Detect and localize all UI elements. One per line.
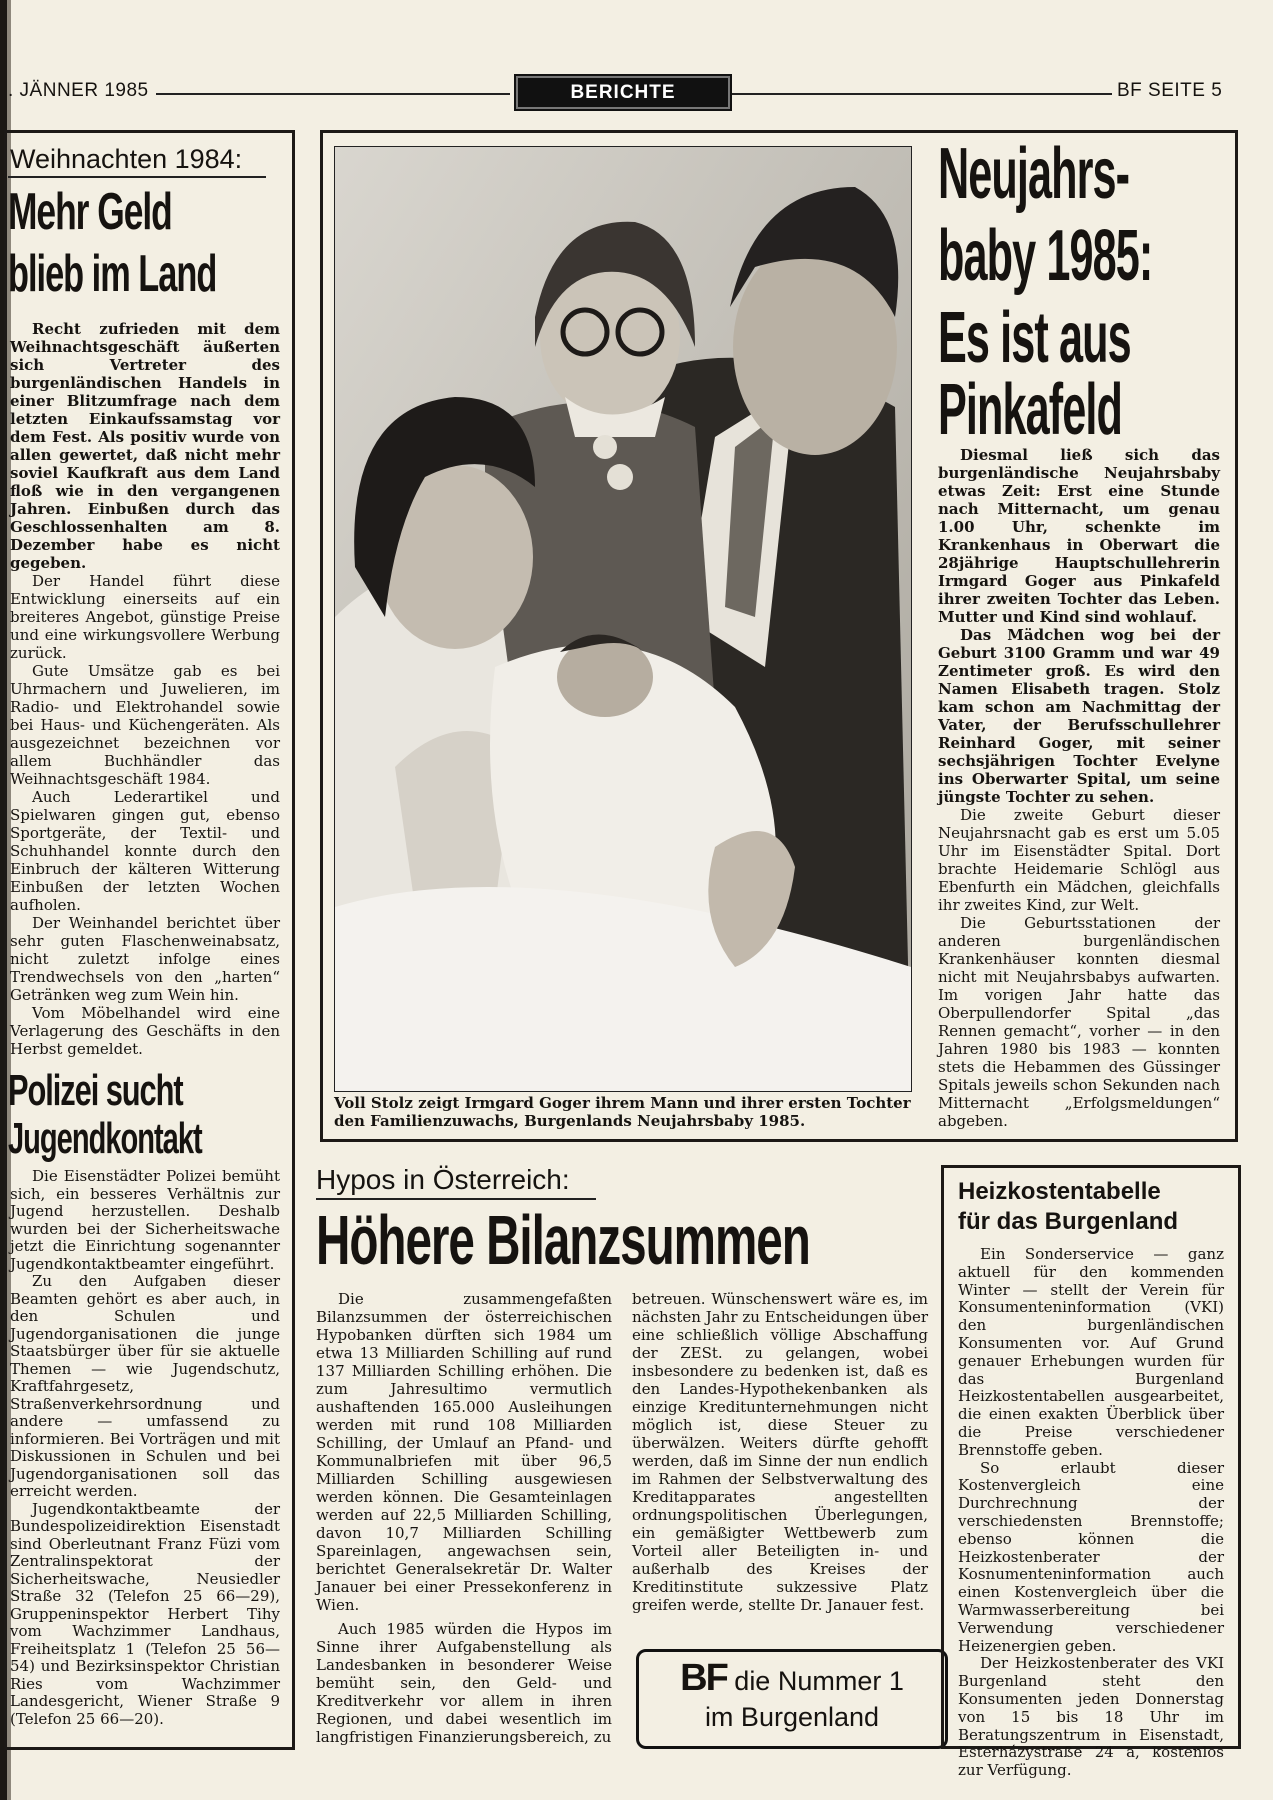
heizkosten-headline-1: Heizkostentabelle bbox=[958, 1178, 1161, 1205]
neujahrsbaby-headline-4: Pinkafeld bbox=[938, 370, 1122, 450]
family-photo bbox=[334, 146, 912, 1092]
weihnachten-paragraph: Gute Umsätze gab es bei Uhrmachern und Juwelieren, im Radio- und Elektrohandel sowie bei Haus- und Küchengeräten. Als ausgezeichnet bezeichnen vor allem Buchhändler das Weihnachtsgeschäft 1984. bbox=[10, 662, 280, 788]
hypo-paragraph: betreuen. Wünschenswert wäre es, im nächsten Jahr zu Entscheidungen über eine schließlich völlige Abschaffung der ZESt. zu gelangen, wobei insbesondere zu bedenken ist, daß es den Landes-Hypothekenbanken als einzige Kreditunternehmungen nicht möglich ist, diese Steuer zu überwälzen. Weiters dürfte gehofft werden, daß im Sinne der nun endlich im Rahmen der Selbstverwaltung des Kreditapparates angestellten ordnungspolitischen Überlegungen, ein gemäßigter Wettbewerb zum Vorteil aller Beteiligten in- und außerhalb des Kreises der Kreditinstitute sukzessive Platz greifen werde, stellte Dr. Janauer fest. bbox=[632, 1290, 928, 1614]
neujahrsbaby-paragraph: Die zweite Geburt dieser Neujahrsnacht gab es erst um 5.05 Uhr im Eisenstädter Spital. Dort brachte Heidemarie Schlögl aus Ebenfurth ein Mädchen, gleichfalls ihr zweites Kind, zur Welt. bbox=[938, 806, 1220, 914]
neujahrsbaby-paragraph: Die Geburtsstationen der anderen burgenländischen Krankenhäuser konnten diesmal nicht mit Neujahrsbabys aufwarten. Im vorigen Jahr hatte das Oberpullendorfer Spital „das Rennen gemacht“, vorher — in den Jahren 1980 bis 1983 — konnten stets die Hebammen des Güssinger Spitals jeweils schon Sekunden nach Mitternacht „Erfolgsmeldungen“ abgeben. bbox=[938, 914, 1220, 1130]
photo-caption: Voll Stolz zeigt Irmgard Goger ihrem Mann und ihrer ersten Tochter den Familienzuwachs, Burgenlands Neujahrsbaby 1985. bbox=[334, 1094, 911, 1130]
bf-promo-box bbox=[636, 1649, 948, 1749]
weihnachten-headline-2: blieb im Land bbox=[8, 245, 217, 303]
promo-line-1: die Nummer 1 bbox=[734, 1666, 904, 1696]
header-page-number: BF SEITE 5 bbox=[1117, 80, 1223, 101]
weihnachten-paragraph: Auch Lederartikel und Spielwaren gingen gut, ebenso Sportgeräte, der Textil- und Schuhhandel konnte durch den Einbruch der kälteren Witterung Einbußen der letzten Wochen aufholen. bbox=[10, 788, 280, 914]
neujahrsbaby-paragraph: Das Mädchen wog bei der Geburt 3100 Gramm und war 49 Zentimeter groß. Es wird den Namen Elisabeth tragen. Stolz kam schon am Nachmittag der Vater, der Berufsschullehrer Reinhard Goger, mit seiner sechsjährigen Tochter Evelyne ins Oberwarter Spital, um seine jüngste Tochter zu sehen. bbox=[938, 626, 1220, 806]
section-badge bbox=[514, 74, 732, 111]
polizei-body bbox=[10, 1168, 280, 1728]
polizei-headline-1: Polizei sucht bbox=[8, 1066, 183, 1115]
promo-line-2: im Burgenland bbox=[704, 1702, 880, 1732]
hypo-paragraph: Auch 1985 würden die Hypos im Sinne ihrer Aufgabenstellung als Landesbanken in besonderer Weise bemüht sein, den Geld- und Kreditverkehr vor allem in ihren Regionen, und dabei wesentlich im langfristigen Finanzierungsbereich, zu bbox=[316, 1620, 612, 1746]
neujahrsbaby-headline-1: Neujahrs- bbox=[938, 134, 1130, 214]
hypo-column-2 bbox=[632, 1290, 928, 1614]
neujahrsbaby-headline-2: baby 1985: bbox=[938, 216, 1153, 296]
header-rule-left bbox=[156, 93, 510, 95]
neujahrsbaby-paragraph: Diesmal ließ sich das burgenländische Neujahrsbaby etwas Zeit: Erst eine Stunde nach Mitternacht, um genau 1.00 Uhr, schenkte im Krankenhaus in Oberwart die 28jährige Hauptschullehrerin Irmgard Goger aus Pinkafeld ihrer zweiten Tochter das Leben. Mutter und Kind sind wohlauf. bbox=[938, 446, 1220, 626]
polizei-headline-2: Jugendkontakt bbox=[8, 1114, 202, 1163]
hypo-paragraph: Die zusammengefaßten Bilanzsummen der österreichischen Hypobanken dürften sich 1984 um etwa 13 Milliarden Schilling auf rund 137 Milliarden Schilling erhöhen. Die zum Jahresultimo vermutlich aushaftenden 165.000 Ausleihungen werden mit rund 108 Milliarden Schilling, der Umlauf an Pfand- und Kommunalbriefen mit über 96,5 Milliarden Schilling ausgewiesen werden können. Die Gesamteinlagen werden auf 22,5 Milliarden Schilling, davon 10,7 Milliarden Schilling Spareinlagen, angewachsen sein, berichtet Generalsekretär Dr. Walter Janauer bei einer Pressekonferenz in Wien. bbox=[316, 1290, 612, 1614]
neujahrsbaby-headline-3: Es ist aus bbox=[938, 298, 1131, 378]
neujahrsbaby-body bbox=[938, 446, 1220, 1130]
weihnachten-paragraph: Recht zufrieden mit dem Weihnachtsgeschäft äußerten sich Vertreter des burgenländischen Handels in einer Blitzumfrage nach dem letzten Einkaufssamstag vor dem Fest. Als positiv wurde von allen gewertet, daß nicht mehr soviel Kaufkraft aus dem Land floß wie in den vergangenen Jahren. Einbußen durch das Geschlossenhalten am 8. Dezember habe es nicht gegeben. bbox=[10, 320, 280, 572]
polizei-paragraph: Jugendkontaktbeamte der Bundespolizeidirektion Eisenstadt sind Oberleutnant Franz Füzi vom Zentralinspektorat der Sicherheitswache, Neusiedler Straße 32 (Telefon 25 66—29), Gruppeninspektor Herbert Tihy vom Wachzimmer Landhaus, Freiheitsplatz 1 (Telefon 25 56—54) und Bezirksinspektor Christian Ries vom Wachzimmer Landesgericht, Wiener Straße 9 (Telefon 25 66—20). bbox=[10, 1499, 280, 1728]
polizei-paragraph: Die Eisenstädter Polizei bemüht sich, ein besseres Verhältnis zur Jugend herzustellen. Deshalb wurden bei der Sicherheitswache jetzt die Einrichtung sogenannter Jugendkontaktbeamter eingeführt. bbox=[10, 1167, 280, 1273]
heizkosten-paragraph: Der Heizkostenberater des VKI Burgenland steht den Konsumenten jeden Donnerstag von 15 bis 18 Uhr im Beratungszentrum in Eisenstadt, Esterházystraße 24 a, kostenlos zur Verfügung. bbox=[958, 1654, 1224, 1780]
weihnachten-kicker-rule bbox=[8, 176, 266, 178]
hypo-kicker: Hypos in Österreich: bbox=[316, 1164, 570, 1195]
header-date: . JÄNNER 1985 bbox=[8, 80, 149, 101]
hypo-column-1 bbox=[316, 1290, 612, 1746]
heizkosten-headline-2: für das Burgenland bbox=[958, 1208, 1179, 1235]
hypo-headline: Höhere Bilanzsummen bbox=[316, 1201, 810, 1279]
polizei-paragraph: Zu den Aufgaben dieser Beamten gehört es aber auch, in den Schulen und Jugendorganisationen die junge Staatsbürger über für sie aktuelle Themen — wie Jugendschutz, Kraftfahrgesetz, Straßenverkehrsordnung und andere — umfassend zu informieren. Bei Vorträgen und mit Diskussionen in Schulen und bei Jugendorganisationen soll das erreicht werden. bbox=[10, 1272, 280, 1500]
weihnachten-kicker: Weihnachten 1984: bbox=[10, 144, 243, 174]
heizkosten-paragraph: Ein Sonderservice — ganz aktuell für den kommenden Winter — stellt der Verein für Konsumenteninformation (VKI) den burgenländischen Konsumenten vor. Auf Grund genauer Erhebungen wurden für das Burgenland Heizkostentabellen ausgearbeitet, die einen exakten Überblick über die Preise verschiedener Brennstoffe geben. bbox=[958, 1245, 1224, 1459]
weihnachten-headline-1: Mehr Geld bbox=[8, 183, 172, 241]
weihnachten-paragraph: Der Handel führt diese Entwicklung einerseits auf ein breiteres Angebot, günstige Preise und eine wirkungsvollere Werbung zurück. bbox=[10, 572, 280, 662]
heizkosten-paragraph: So erlaubt dieser Kostenvergleich eine Durchrechnung der verschiedensten Brennstoffe; ebenso können die Heizkostenberater der Kosnumenteninformation auch einen Kostenvergleich über die Warmwasserbereitung bei Verwendung verschiedener Heizenergien geben. bbox=[958, 1458, 1224, 1655]
header-rule-right bbox=[732, 93, 1112, 95]
weihnachten-body bbox=[10, 320, 280, 1058]
weihnachten-paragraph: Der Weinhandel berichtet über sehr guten Flaschenweinabsatz, nicht zuletzt infolge eines Trendwechsels von den „harten“ Getränken weg zum Wein hin. bbox=[10, 914, 280, 1004]
weihnachten-paragraph: Vom Möbelhandel wird eine Verlagerung des Geschäfts in den Herbst gemeldet. bbox=[10, 1004, 280, 1058]
section-label: BERICHTE bbox=[570, 82, 676, 103]
family-photo-drawing bbox=[335, 147, 911, 1091]
bf-logo: BF bbox=[680, 1657, 727, 1699]
heizkosten-body bbox=[958, 1246, 1224, 1780]
